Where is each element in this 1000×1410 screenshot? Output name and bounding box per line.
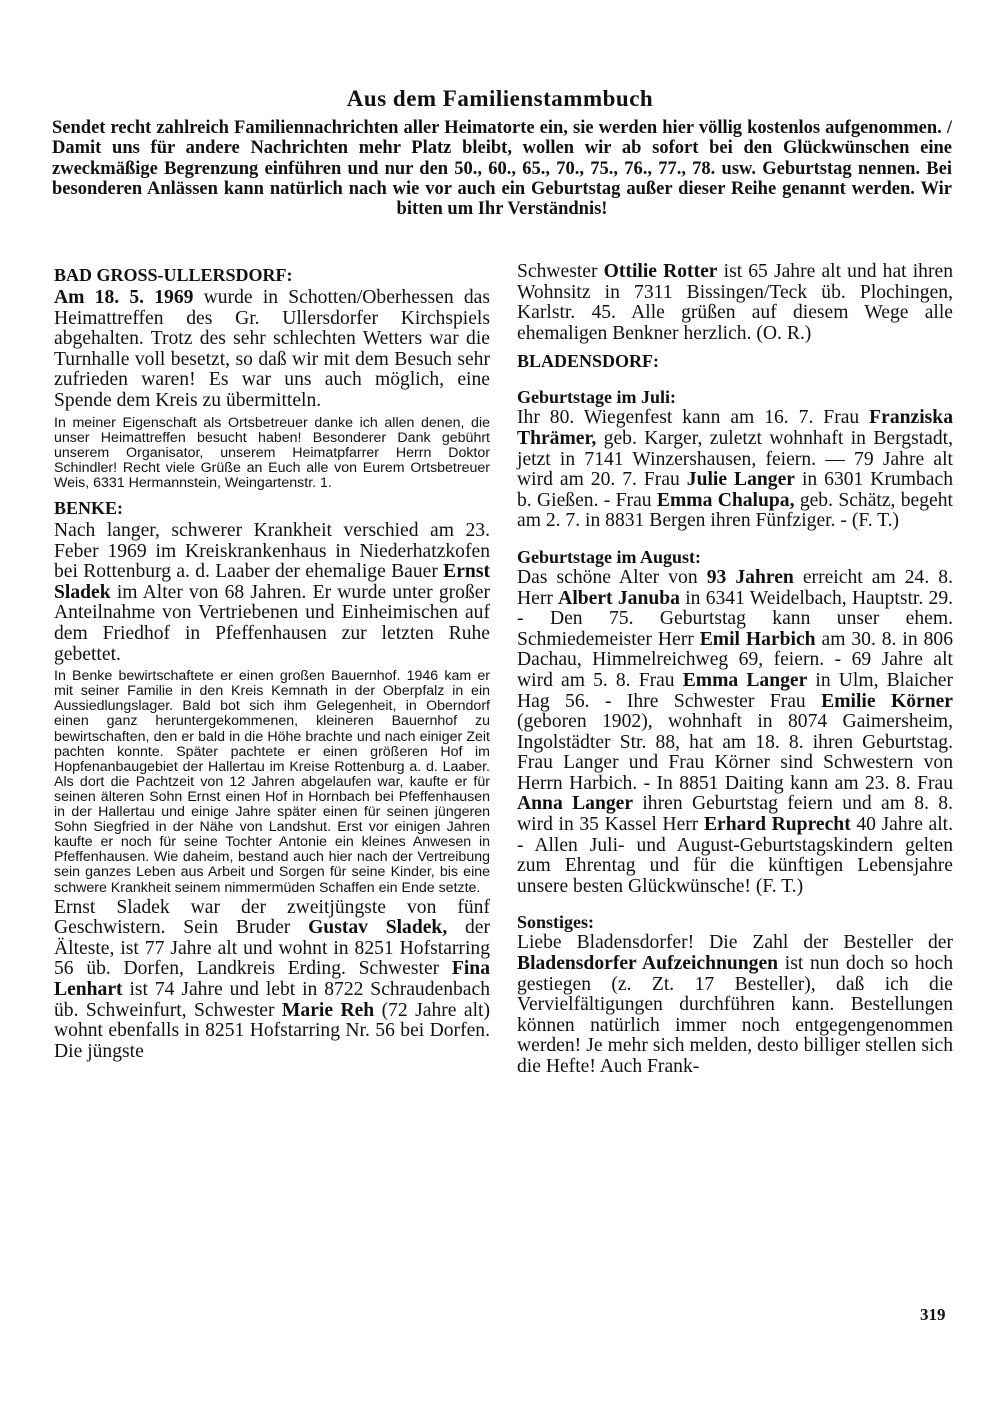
- name-highlight: 93 Jahren: [706, 566, 794, 588]
- text-run: In Benke bewirtschaftete er einen großen Bauernhof. 1946 kam er mit seiner Familie in den Kreis Kemnath in der Oberpfalz in ein Aussiedlungslager. Bald bot sich ihm Gelegenheit, in Oberndorf einen ganz heruntergekommenen, kleineren Bauernhof zu bewirtschaften, den er bald in die Höhe brachte und nach einiger Zeit pachten konnte. Später pachtete er einen größeren Hof im Hopfenanbaugebiet der Hallertau im Kreise Rottenburg a. d. Laaber. Als dort die Pachtzeit von 12 Jahren abgelaufen war, kaufte er für seinen älteren Sohn Ernst einen Hof in Hornbach bei Pfeffenhausen in der Hallertau und einige Jahre später einen für seinen jüngeren Sohn Siegfried in der Nähe von Landshut. Erst vor einigen Jahren kaufte er noch für seine Tochter Antonie ein kleines Anwesen in Pfeffenhausen. Wie daheim, bestand auch hier nach der Vertreibung sein ganzes Leben aus Arbeit und Sorgen für seine Kinder, bis eine schwere Krankheit seinem nimmermüden Schaffen ein Ende setzte.: [54, 668, 490, 896]
- paragraph: [517, 933, 953, 1077]
- name-highlight: Erhard Ruprecht: [703, 814, 851, 836]
- subsection-heading: Geburtstage im Juli:: [517, 387, 676, 408]
- text-run: ihren Geburtstag feiern und am 8. 8. wird in 35 Kassel Herr: [517, 793, 954, 836]
- name-highlight: Gustav Sladek,: [308, 917, 448, 939]
- name-highlight: Anna Langer: [517, 793, 634, 815]
- section-heading: BENKE:: [54, 498, 124, 519]
- paragraph: [517, 568, 953, 898]
- text-run: Ernst Sladek war der zweitjüngste von fünf Geschwistern. Sein Bruder: [54, 896, 490, 939]
- right-column: [517, 262, 953, 1078]
- name-highlight: Am 18. 5. 1969: [54, 287, 194, 308]
- page-title: Aus dem Familienstammbuch: [346, 86, 654, 111]
- text-run: Ihr 80. Wiegenfest kann am 16. 7. Frau: [517, 407, 870, 429]
- section-heading: BLADENSDORF:: [517, 351, 660, 372]
- text-run: (geboren 1902), wohnhaft in 8074 Gaimersheim, Ingolstädter Str. 88, hat am 18. 8. ihren Geburtstag. Frau Langer und Frau Körner sind Schwestern von Herrn Harbich. - In 8851 Daiting kann am 23. 8. Frau: [517, 711, 953, 794]
- page-number: 319: [920, 1305, 946, 1324]
- name-highlight: Franziska Thrämer,: [517, 407, 953, 449]
- left-column: [54, 258, 490, 1062]
- section-heading: BAD GROSS-ULLERSDORF:: [54, 265, 293, 285]
- paragraph: [54, 898, 490, 1063]
- text-run: Das schöne Alter von: [517, 566, 707, 588]
- text-run: geb. Karger, zuletzt wohnhaft in Bergstadt, jetzt in 7141 Winzershausen, feiern. — 79 Jahre alt wird am 20. 7. Frau: [517, 427, 953, 491]
- text-run: Schwester: [517, 261, 604, 282]
- text-run: wurde in Schotten/Oberhessen das Heimattreffen des Gr. Ullersdorfer Kirchspiels abgehalten. Trotz des sehr schlechten Wetters war die Turnhalle voll besetzt, so daß wir mit dem Besuch sehr zufrieden waren! Es war uns auch möglich, eine Spende dem Kreis zu übermitteln.: [54, 287, 490, 411]
- small-print-paragraph: [54, 416, 490, 491]
- subsection-heading: Geburtstage im August:: [517, 546, 701, 567]
- paragraph: [54, 521, 490, 665]
- text-run: (72 Jahre alt) wohnt ebenfalls in 8251 Hofstarring Nr. 56 bei Dorfen. Die jüngste: [54, 999, 490, 1062]
- text-run: der Älteste, ist 77 Jahre alt und wohnt in 8251 Hofstarring 56 üb. Dorfen, Landkreis Erding. Schwester: [54, 917, 491, 980]
- intro-notice: Sendet recht zahlreich Familiennachrichten aller Heimatorte ein, sie werden hier völlig kostenlos aufgenommen. / Damit uns für andere Nachrichten mehr Platz bleibt, wollen wir ab sofort bei den Glückwünschen eine zweckmäßige Begrenzung einführen und nur den 50., 60., 65., 70., 75., 76., 77., 78. usw. Geburtstag nennen. Bei besonderen Anlässen kann natürlich nach wie vor auch ein Geburtstag außer dieser Reihe genannt werden. Wir bitten um Ihr Verständnis!: [52, 118, 952, 220]
- name-highlight: Emil Harbich: [699, 628, 816, 650]
- name-highlight: Fina Lenhart: [54, 958, 490, 1000]
- text-run: ist 65 Jahre alt und hat ihren Wohnsitz in 7311 Bissingen/Teck üb. Plochingen, Karlstr. 45. Alle grüßen auf diesem Wege alle ehemaligen Benkner herzlich. (O. R.): [517, 261, 953, 344]
- name-highlight: Ernst Sladek: [54, 561, 490, 603]
- text-run: in 6301 Krumbach b. Gießen. - Frau: [517, 469, 954, 511]
- text-run: ist 74 Jahre und lebt in 8722 Schraudenbach üb. Schweinfurt, Schwester: [54, 978, 490, 1021]
- name-highlight: Julie Langer: [686, 469, 795, 491]
- text-run: am 30. 8. in 806 Dachau, Himmelreichweg 69, feiern. - 69 Jahre alt wird am 5. 8. Frau: [517, 628, 953, 691]
- name-highlight: Emma Langer: [682, 669, 808, 691]
- name-highlight: Ottilie Rotter: [603, 261, 718, 282]
- text-run: Liebe Bladensdorfer! Die Zahl der Besteller der: [517, 932, 953, 954]
- paragraph: [54, 288, 490, 412]
- paragraph: [517, 408, 953, 532]
- name-highlight: Bladensdorfer Aufzeichnungen: [517, 953, 779, 975]
- text-run: ist nun doch so hoch gestiegen (z. Zt. 17 Besteller), daß ich die Vervielfältigungen durchführen kann. Bestellungen können natürlich immer noch entgegengenommen werden! Je mehr sich melden, desto billiger stellen sich die Hefte! Auch Frank-: [517, 953, 953, 1077]
- text-run: in Ulm, Blaicher Hag 56. - Ihre Schwester Frau: [517, 669, 953, 712]
- name-highlight: Albert Januba: [558, 587, 680, 609]
- name-highlight: Emilie Körner: [821, 690, 953, 712]
- text-run: erreicht am 24. 8. Herr: [517, 566, 953, 609]
- paragraph: [517, 262, 953, 344]
- small-print-paragraph: [54, 669, 490, 895]
- name-highlight: Emma Chalupa,: [656, 489, 795, 511]
- subsection-heading: Sonstiges:: [517, 912, 595, 933]
- text-run: Nach langer, schwerer Krankheit verschied am 23. Feber 1969 im Kreiskrankenhaus in Niederhatzkofen bei Rottenburg a. d. Laaber der ehemalige Bauer: [54, 520, 490, 583]
- text-run: geb. Schätz, begeht am 2. 7. in 8831 Bergen ihren Fünfziger. - (F. T.): [517, 489, 953, 532]
- text-run: In meiner Eigenschaft als Ortsbetreuer danke ich allen denen, die unser Heimattreffen besucht haben! Besonderer Dank gebührt unserem Organisator, unserem Heimatpfarrer Herrn Doktor Schindler! Recht viele Grüße an Euch alle von Eurem Ortsbetreuer Weis, 6331 Hermannstein, Weingartenstr. 1.: [54, 414, 490, 491]
- text-run: 40 Jahre alt. - Allen Juli- und August-Geburtstagskindern gelten zum Ehrentag und für die künftigen Lebensjahre unsere besten Glückwünsche! (F. T.): [517, 814, 953, 897]
- text-run: im Alter von 68 Jahren. Er wurde unter großer Anteilnahme von Vertriebenen und Einheimischen auf dem Friedhof in Pfeffenhausen zur letzten Ruhe gebettet.: [54, 581, 490, 665]
- name-highlight: Marie Reh: [281, 999, 375, 1021]
- text-run: in 6341 Weidelbach, Hauptstr. 29. - Den 75. Geburtstag kann unser ehem. Schmiedemeister Herr: [517, 587, 954, 650]
